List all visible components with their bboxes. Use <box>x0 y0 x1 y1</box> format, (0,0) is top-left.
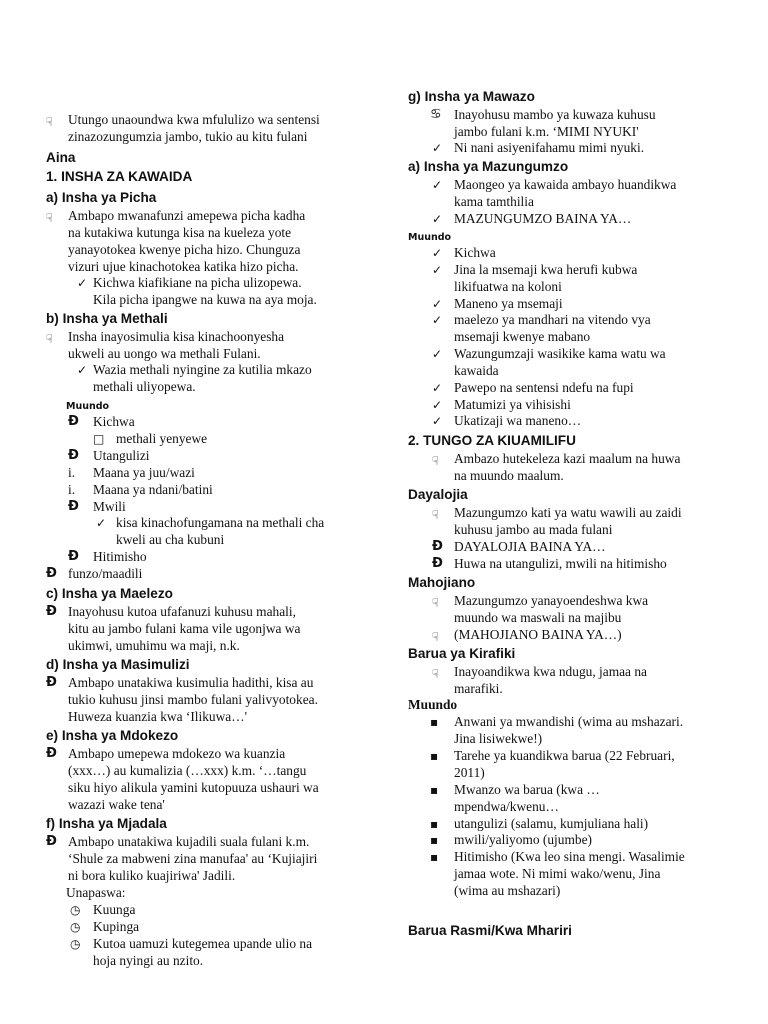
check-mark-icon <box>432 413 442 431</box>
square-bullet-icon <box>430 849 438 867</box>
picha-check-line-1: Kichwa kiafikiane na picha ulizopewa. <box>93 275 302 290</box>
picha-line-2: na kutakiwa kutunga kisa na kueleza yote <box>68 225 292 240</box>
mahojiano-line-1: Mazungumzo yanayoendeshwa kwa <box>454 593 649 608</box>
intro-line-2: zinazozungumzia jambo, tukio au kitu fulani <box>68 129 308 144</box>
check-mark-icon <box>432 211 442 229</box>
kirafiki-item-anwani-a: Anwani ya mwandishi (wima au mshazari. <box>454 714 684 729</box>
check-mark-icon <box>432 380 442 398</box>
check-mark-icon <box>432 245 442 263</box>
methali-line-2: ukweli au uongo wa methali Fulani. <box>68 346 261 361</box>
mjadala-line-2: ‘Shule za mabweni zina manufaa' au ‘Kujiajiri <box>68 851 318 866</box>
mjadala-option-kuunga: Kuunga <box>93 902 136 917</box>
heading-insha-ya-picha: a) Insha ya Picha <box>46 190 157 205</box>
heading-insha-ya-masimulizi: d) Insha ya Masimulizi <box>46 657 190 672</box>
intro-line-1: Utungo unaoundwa kwa mfululizo wa sentensi <box>68 112 320 127</box>
mawazo-line-2: jambo fulani k.m. ‘MIMI NYUKI' <box>454 124 639 139</box>
pointing-hand-icon <box>46 112 53 129</box>
mawazo-check: Ni nani asiyenifahamu mimi nyuki. <box>454 140 645 155</box>
mdokezo-line-2: (xxx…) au kumalizia (…xxx) k.m. ‘…tangu <box>68 763 307 778</box>
mirrored-d-bullet-icon <box>46 746 57 763</box>
mawazo-line-1: Inayohusu mambo ya kuwaza kuhusu <box>454 107 656 122</box>
kiuamilifu-line-1: Ambazo hutekeleza kazi maalum na huwa <box>454 451 681 466</box>
dayalojia-line-2: kuhusu jambo au mada fulani <box>454 522 613 537</box>
methali-funzo: funzo/maadili <box>68 566 143 581</box>
mazungumzo-item-maneno: Maneno ya msemaji <box>454 296 563 311</box>
pointing-hand-icon <box>432 664 439 681</box>
check-mark-icon <box>432 177 442 195</box>
mirrored-d-bullet-icon <box>68 499 79 516</box>
methali-yenyewe: methali yenyewe <box>116 431 208 446</box>
dayalojia-baina: DAYALOJIA BAINA YA… <box>454 539 606 554</box>
kirafiki-item-anwani-b: Jina lisiwekwe!) <box>454 731 543 746</box>
heading-insha-ya-methali: b) Insha ya Methali <box>46 311 168 326</box>
kiuamilifu-line-2: na muundo maalum. <box>454 468 564 483</box>
pointing-hand-icon <box>432 505 439 522</box>
methali-muundo-label: Muundo <box>66 401 110 412</box>
check-mark-icon <box>432 296 442 314</box>
methali-maana-juu: Maana ya juu/wazi <box>93 465 195 480</box>
mirrored-d-bullet-icon <box>46 566 57 583</box>
check-mark-icon <box>432 397 442 415</box>
methali-kichwa: Kichwa <box>93 414 135 429</box>
picha-line-1: Ambapo mwanafunzi amepewa picha kadha <box>68 208 306 223</box>
masimulizi-line-1: Ambapo unatakiwa kusimulia hadithi, kisa au <box>68 675 314 690</box>
kirafiki-item-hitimisho-c: (wima au mshazari) <box>454 883 561 898</box>
methali-check-line-1: Wazia methali nyingine za kutilia mkazo <box>93 362 312 377</box>
mjadala-line-3: ni bora kuliko kuajiriwa' Jadili. <box>68 868 236 883</box>
heading-insha-ya-mdokezo: e) Insha ya Mdokezo <box>46 728 179 743</box>
mazungumzo-muundo-label: Muundo <box>408 232 452 243</box>
methali-mwili-check-1: kisa kinachofungamana na methali cha <box>116 515 325 530</box>
check-mark-icon <box>432 312 442 330</box>
mjadala-option-uamuzi: Kutoa uamuzi kutegemea upande ulio na <box>93 936 313 951</box>
main-heading-insha-za-kawaida: 1. INSHA ZA KAWAIDA <box>46 169 193 184</box>
clock-bullet-icon <box>70 902 80 920</box>
methali-check-line-2: methali uliyopewa. <box>93 379 196 394</box>
check-mark-icon <box>77 275 87 293</box>
mazungumzo-item-vihisishi: Matumizi ya vihisishi <box>454 397 571 412</box>
square-bullet-icon <box>430 714 438 732</box>
picha-line-4: vizuri ujue kinachotokea katika hizo picha. <box>68 259 299 274</box>
methali-mwili-check-2: kweli au cha kubuni <box>116 532 225 547</box>
mazungumzo-item-jina-a: Jina la msemaji kwa herufi kubwa <box>454 262 638 277</box>
methali-maana-ndani: Maana ya ndani/batini <box>93 482 213 497</box>
maelezo-line-2: kitu au jambo fulani kama vile ugonjwa wa <box>68 621 301 636</box>
kirafiki-item-mwanzo-b: mpendwa/kwenu… <box>454 799 559 814</box>
kirafiki-item-hitimisho-a: Hitimisho (Kwa leo sina mengi. Wasalimie <box>454 849 685 864</box>
kirafiki-line-1: Inayoandikwa kwa ndugu, jamaa na <box>454 664 647 679</box>
mirrored-d-bullet-icon <box>46 834 57 851</box>
mazungumzo-item-maelezo-a: maelezo ya mandhari na vitendo vya <box>454 312 651 327</box>
mazungumzo-check-2: MAZUNGUMZO BAINA YA… <box>454 211 632 226</box>
dayalojia-huwa: Huwa na utangulizi, mwili na hitimisho <box>454 556 667 571</box>
mjadala-option-kupinga: Kupinga <box>93 919 140 934</box>
mazungumzo-item-jina-b: likifuatwa na koloni <box>454 279 562 294</box>
mjadala-unapaswa: Unapaswa: <box>66 885 126 900</box>
pointing-hand-icon <box>46 329 53 346</box>
picha-check-line-2: Kila picha ipangwe na kuwa na aya moja. <box>93 292 317 307</box>
kirafiki-item-tarehe-b: 2011) <box>454 765 485 780</box>
mirrored-d-bullet-icon <box>46 675 57 692</box>
mazungumzo-item-kichwa: Kichwa <box>454 245 496 260</box>
kirafiki-muundo-label: Muundo <box>408 697 458 712</box>
mdokezo-line-3: siku hiyo alikula yamini kutopuuza ushauri wa <box>68 780 319 795</box>
mirrored-d-bullet-icon <box>68 448 79 465</box>
pointing-hand-icon <box>46 208 53 225</box>
mirrored-d-bullet-icon <box>46 604 57 621</box>
methali-mwili: Mwili <box>93 499 126 514</box>
methali-line-1: Insha inayosimulia kisa kinachoonyesha <box>68 329 285 344</box>
square-bullet-icon <box>430 748 438 766</box>
heading-insha-ya-maelezo: c) Insha ya Maelezo <box>46 586 173 601</box>
mirrored-d-bullet-icon <box>432 539 443 556</box>
heading-barua-rasmi: Barua Rasmi/Kwa Mhariri <box>408 923 572 938</box>
mazungumzo-check-1b: kama tamthilia <box>454 194 534 209</box>
check-mark-icon <box>432 346 442 364</box>
pointing-hand-icon <box>432 451 439 468</box>
masimulizi-line-2: tukio kuhusu jinsi mambo fulani yalivyotokea. <box>68 692 318 707</box>
heading-insha-ya-mjadala: f) Insha ya Mjadala <box>46 816 167 831</box>
empty-box-icon <box>93 431 104 449</box>
check-mark-icon <box>77 362 87 380</box>
dayalojia-line-1: Mazungumzo kati ya watu wawili au zaidi <box>454 505 682 520</box>
square-bullet-icon <box>430 816 438 834</box>
mdokezo-line-4: wazazi wake tena' <box>68 797 165 812</box>
check-mark-icon <box>432 140 442 158</box>
kirafiki-item-utangulizi: utangulizi (salamu, kumjuliana hali) <box>454 816 649 831</box>
maelezo-line-3: ukimwi, umuhimu wa maji, n.k. <box>68 638 240 653</box>
roman-numeral-marker: i. <box>68 482 76 497</box>
maelezo-line-1: Inayohusu kutoa ufafanuzi kuhusu mahali, <box>68 604 296 619</box>
mjadala-line-1: Ambapo unatakiwa kujadili suala fulani k.m. <box>68 834 310 849</box>
picha-line-3: yanayotokea kwenye picha hizo. Chunguza <box>68 242 301 257</box>
mazungumzo-item-sentensi: Pawepo na sentensi ndefu na fupi <box>454 380 634 395</box>
mazungumzo-check-1a: Maongeo ya kawaida ambayo huandikwa <box>454 177 677 192</box>
check-mark-icon <box>96 515 106 533</box>
square-bullet-icon <box>430 782 438 800</box>
check-mark-icon <box>432 262 442 280</box>
square-bullet-icon <box>430 832 438 850</box>
mahojiano-line-2: muundo wa maswali na majibu <box>454 610 622 625</box>
cancer-symbol-icon <box>430 107 442 124</box>
pointing-hand-icon <box>432 593 439 610</box>
mazungumzo-item-ukatizaji: Ukatizaji wa maneno… <box>454 413 582 428</box>
heading-insha-ya-mawazo: g) Insha ya Mawazo <box>408 89 535 104</box>
mjadala-option-uamuzi-cont: hoja nyingi au nzito. <box>93 953 204 968</box>
kirafiki-item-tarehe-a: Tarehe ya kuandikwa barua (22 Februari, <box>454 748 675 763</box>
mahojiano-baina: (MAHOJIANO BAINA YA…) <box>454 627 622 642</box>
mirrored-d-bullet-icon <box>432 556 443 573</box>
kirafiki-line-2: marafiki. <box>454 681 503 696</box>
mirrored-d-bullet-icon <box>68 414 79 431</box>
heading-insha-ya-mazungumzo: a) Insha ya Mazungumzo <box>408 159 569 174</box>
clock-bullet-icon <box>70 919 80 937</box>
kirafiki-item-hitimisho-b: jamaa wote. Ni mimi wako/wenu, Jina <box>454 866 661 881</box>
methali-utangulizi: Utangulizi <box>93 448 150 463</box>
methali-hitimisho: Hitimisho <box>93 549 147 564</box>
mdokezo-line-1: Ambapo umepewa mdokezo wa kuanzia <box>68 746 286 761</box>
heading-mahojiano: Mahojiano <box>408 575 476 590</box>
masimulizi-line-3: Huweza kuanzia kwa ‘Ilikuwa…' <box>68 709 248 724</box>
aina-label: Aina <box>46 150 76 165</box>
main-heading-tungo-za-kiuamilifu: 2. TUNGO ZA KIUAMILIFU <box>408 433 576 448</box>
mazungumzo-item-wasikike-a: Wazungumzaji wasikike kama watu wa <box>454 346 666 361</box>
heading-dayalojia: Dayalojia <box>408 487 468 502</box>
clock-bullet-icon <box>70 936 80 954</box>
mazungumzo-item-maelezo-b: msemaji kwenye mabano <box>454 329 591 344</box>
pointing-hand-icon <box>432 627 439 644</box>
heading-barua-ya-kirafiki: Barua ya Kirafiki <box>408 646 516 661</box>
kirafiki-item-mwili: mwili/yaliyomo (ujumbe) <box>454 832 592 847</box>
mirrored-d-bullet-icon <box>68 549 79 566</box>
mazungumzo-item-wasikike-b: kawaida <box>454 363 499 378</box>
kirafiki-item-mwanzo-a: Mwanzo wa barua (kwa … <box>454 782 600 797</box>
roman-numeral-marker: i. <box>68 465 76 480</box>
